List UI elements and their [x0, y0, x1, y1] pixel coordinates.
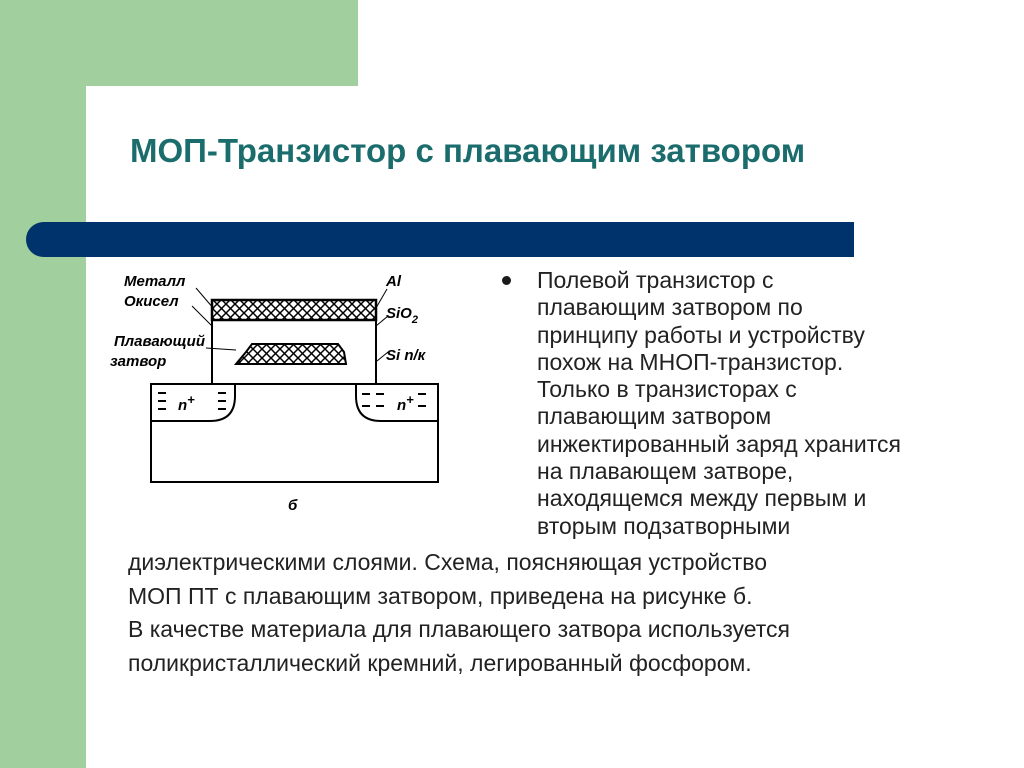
label-oxide: Окисел	[124, 293, 179, 310]
source-n-plus: n+	[178, 392, 195, 414]
drain-n-plus: n+	[397, 392, 414, 414]
slide-title: МОП-Транзистор с плавающим затвором	[130, 132, 806, 169]
bullet-line: Только в транзисторах с	[537, 376, 797, 403]
bullet-line: инжектированный заряд хранится	[537, 430, 901, 457]
continuation-line: МОП ПТ с плавающим затвором, приведена на рисунке б.	[128, 582, 753, 609]
bullet-line: Полевой транзистор с	[537, 267, 774, 293]
continuation-paragraph	[128, 546, 1008, 680]
bullet-paragraph	[537, 267, 1007, 540]
metal-gate	[212, 300, 376, 320]
label-gate: затвор	[110, 353, 167, 370]
bullet-line: вторым подзатворными	[537, 512, 791, 539]
bullet-line: находящемся между первым и	[537, 485, 867, 512]
label-metal: Металл	[124, 273, 186, 290]
title-divider-bar	[26, 222, 854, 257]
diagram-caption: б	[288, 497, 298, 514]
bullet-line: плавающим затвором по	[537, 294, 803, 321]
label-floating: Плавающий	[114, 333, 205, 350]
bullet-line: на плавающем затворе,	[537, 458, 794, 485]
label-si-nk: Si n/к	[386, 347, 426, 364]
label-al: Al	[386, 273, 401, 290]
label-sio2: SiO$_2$	[386, 305, 418, 326]
green-side-band	[0, 0, 86, 768]
bullet-line: похож на МНОП-транзистор.	[537, 348, 844, 375]
bullet-marker	[502, 276, 511, 285]
continuation-line: поликристаллический кремний, легированный фосфором.	[128, 649, 752, 676]
continuation-line: диэлектрическими слоями. Схема, поясняющая устройство	[128, 549, 767, 575]
continuation-line: В качестве материала для плавающего затвора используется	[128, 616, 790, 642]
floating-gate	[236, 344, 346, 364]
floating-gate-diagram	[100, 268, 460, 518]
bullet-line: плавающим затвором	[537, 403, 772, 430]
green-top-band	[0, 0, 358, 86]
bullet-line: принципу работы и устройству	[537, 321, 865, 348]
